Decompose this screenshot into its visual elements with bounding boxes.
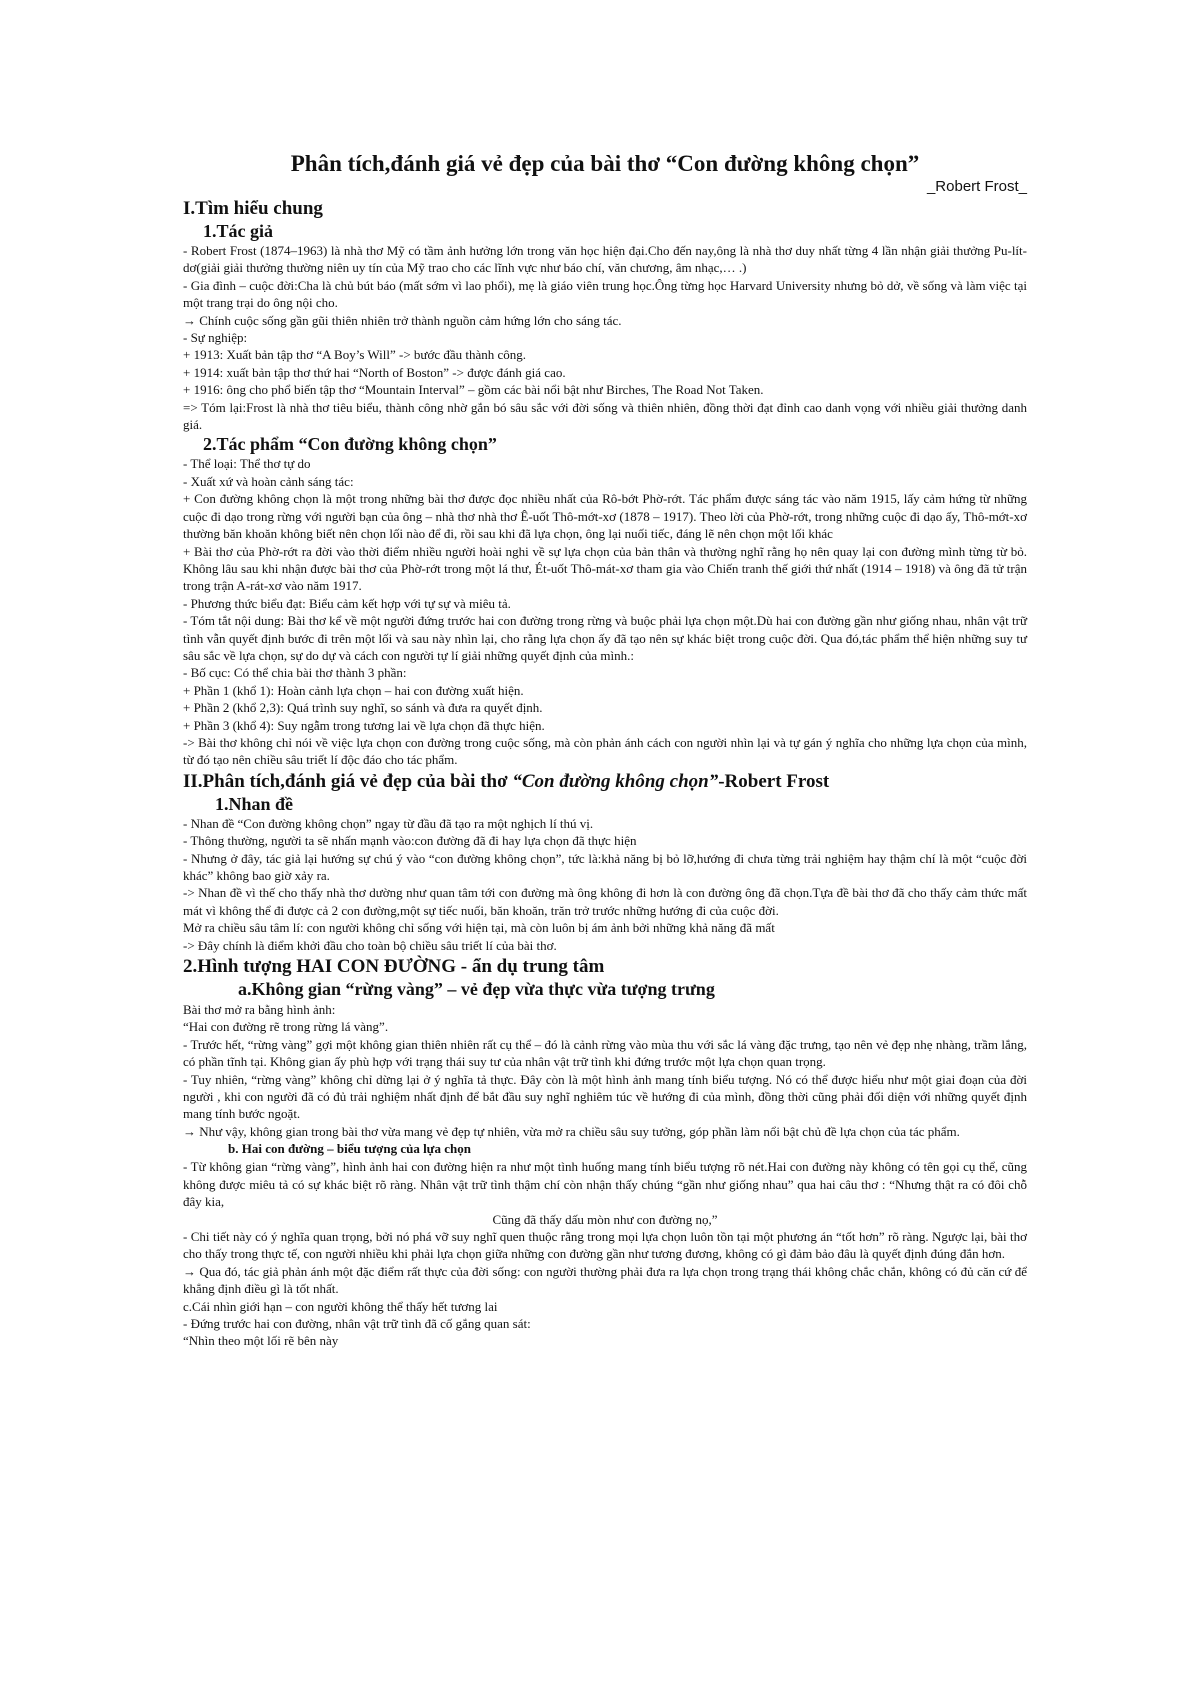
- section-2-heading-a: II.Phân tích,đánh giá vẻ đẹp của bài thơ: [183, 770, 513, 792]
- section-1-sub2-heading: 2.Tác phẩm “Con đường không chọn”: [203, 434, 497, 455]
- paragraph: Bài thơ mở ra bằng hình ảnh:: [183, 1002, 336, 1018]
- page-title: Phân tích,đánh giá vẻ đẹp của bài thơ “Con đường không chọn”: [290, 151, 920, 176]
- paragraph: -> Đây chính là điểm khởi đầu cho toàn bộ chiều sâu triết lí của bài thơ.: [183, 937, 557, 953]
- section-1-sub1-heading: 1.Tác giả: [203, 221, 273, 241]
- section-2-sub2c-heading: c.Cái nhìn giới hạn – con người không thể thấy hết tương lai: [183, 1298, 498, 1314]
- paragraph: - Sự nghiệp:: [183, 330, 248, 346]
- paragraph: - Đứng trước hai con đường, nhân vật trữ tình đã cố gắng quan sát:: [183, 1315, 531, 1331]
- section-2-sub1-heading: 1.Nhan đề: [215, 793, 294, 814]
- paragraph: - Thông thường, người ta sẽ nhấn mạnh vào:con đường đã đi hay lựa chọn đã thực hiện: [183, 833, 637, 849]
- paragraph: => Tóm lại:Frost là nhà thơ tiêu biểu, thành công nhờ gắn bó sâu sắc với đời sống và thiên nhiên, đồng thời đạt đỉnh cao danh vọng với nhiều giải thưởng danh giá.: [183, 399, 1027, 433]
- paragraph: + 1916: ông cho phổ biến tập thơ “Mountain Interval” – gồm các bài nổi bật như Birches, The Road Not Taken.: [183, 382, 764, 398]
- paragraph: - Tóm tắt nội dung: Bài thơ kể về một người đứng trước hai con đường trong rừng và buộc phải lựa chọn một.Dù hai con đường gần như giống nhau, nhân vật trữ tình vẫn quyết định bước đi trên một lối và sau này nhìn lại, cho rằng lựa chọn ấy đã tạo nên sự khác biệt trong cuộc đời. Qua đó,tác phẩm thể hiện những suy tư sâu sắc về lựa chọn, sự do dự và cách con người tự lí giải những quyết định của mình.:: [183, 613, 1027, 663]
- paragraph: - Nhan đề “Con đường không chọn” ngay từ đầu đã tạo ra một nghịch lí thú vị.: [183, 815, 594, 831]
- section-2-sub2b-body-2: [183, 1228, 1027, 1298]
- paragraph: - Bố cục: Có thể chia bài thơ thành 3 phần:: [183, 665, 407, 681]
- section-1-heading: I.Tìm hiểu chung: [183, 198, 323, 219]
- section-2-heading-b: “Con đường không chọn”: [512, 770, 719, 792]
- paragraph: - Chi tiết này có ý nghĩa quan trọng, bởi nó phá vỡ suy nghĩ quen thuộc rằng trong mọi lựa chọn luôn tồn tại một phương án “tốt hơn” rõ ràng. Ngược lại, bài thơ cho thấy trong thực tế, con người nhiều khi phải lựa chọn giữa những con đường gần như tương đương, không có gì đảm bảo đâu là quyết định đúng đắn hơn.: [183, 1228, 1027, 1262]
- paragraph: - Robert Frost (1874–1963) là nhà thơ Mỹ có tầm ảnh hưởng lớn trong văn học hiện đại.Cho đến nay,ông là nhà thơ duy nhất từng 4 lần nhận giải thưởng Pu-lít-dơ(giải giải thưởng thường niên uy tín của Mỹ trao cho các lĩnh vực như báo chí, văn chương, âm nhạc,… .): [183, 243, 1027, 276]
- paragraph: - Gia đình – cuộc đời:Cha là chủ bút báo (mất sớm vì lao phổi), mẹ là giáo viên trung học.Ông từng học Harvard University nhưng bỏ dở, về sống và làm việc tại một trang trại do ông nội cho.: [183, 277, 1027, 311]
- paragraph: - Phương thức biểu đạt: Biểu cảm kết hợp với tự sự và miêu tả.: [183, 595, 511, 611]
- paragraph: + Bài thơ của Phờ-rớt ra đời vào thời điểm nhiều người hoài nghi về sự lựa chọn của bản thân và thường nghĩ rằng họ nên quay lại con đường mình từng từ bỏ. Không lâu sau khi nhận được bài thơ của Phờ-rớt trong một lá thư, Ét-uốt Thô-mát-xơ tham gia vào Chiến tranh thế giới thứ nhất (1914 – 1918) và ông đã tử trận trong trận A-rát-xơ vào năm 1917.: [183, 543, 1027, 594]
- paragraph: Mở ra chiều sâu tâm lí: con người không chỉ sống với hiện tại, mà còn luôn bị ám ảnh bởi những khả năng đã mất: [183, 920, 775, 936]
- paragraph: -> Bài thơ không chỉ nói về việc lựa chọn con đường trong cuộc sống, mà còn phản ánh cách con người nhìn lại và tự gán ý nghĩa cho những lựa chọn của mình, từ đó tạo nên chiều sâu triết lí độc đáo cho tác phẩm.: [183, 734, 1027, 768]
- document-page: [183, 150, 1027, 1350]
- paragraph: - Trước hết, “rừng vàng” gợi một không gian thiên nhiên rất cụ thể – đó là cảnh rừng vào mùa thu với sắc lá vàng đặc trưng, tạo nên vẻ đẹp nhẹ nhàng, trầm lắng, có phần tĩnh tại. Không gian ấy phù hợp với trạng thái suy tư của nhân vật trữ tình khi đứng trước một lựa chọn quan trọng.: [183, 1036, 1027, 1070]
- section-2-sub2b-body: [183, 1158, 1027, 1210]
- paragraph: “Nhìn theo một lối rẽ bên này: [183, 1333, 339, 1349]
- paragraph: -> Nhan đề vì thế cho thấy nhà thơ dường như quan tâm tới con đường mà ông không đi hơn là con đường ông đã chọn.Tựa đề bài thơ đã cho thấy cảm thức mất mát vì không thể đi được cả 2 con đường,một sự tiếc nuối, băn khoăn, trăn trở trước những hướng đi của cuộc đời.: [183, 885, 1027, 918]
- section-2-sub1-body: [183, 815, 1027, 954]
- section-2-sub2a-heading: a.Không gian “rừng vàng” – vẻ đẹp vừa thực vừa tượng trưng: [238, 979, 715, 1000]
- paragraph: + Phần 3 (khổ 4): Suy ngẫm trong tương lai về lựa chọn đã thực hiện.: [183, 717, 545, 733]
- paragraph: - Nhưng ở đây, tác giả lại hướng sự chú ý vào “con đường không chọn”, tức là:khả năng bị bỏ lỡ,hướng đi chưa từng trải nghiệm hay thậm chí là một “cuộc đời khác” không bao giờ xảy ra.: [183, 850, 1027, 883]
- section-2-sub2a-body: [183, 1001, 1027, 1140]
- paragraph: + 1913: Xuất bản tập thơ “A Boy’s Will” -> bước đầu thành công.: [183, 347, 527, 363]
- section-2-sub2-heading-text: 2.Hình tượng HAI CON ĐƯỜNG - ẩn dụ trung tâm: [183, 956, 605, 978]
- paragraph: → Chính cuộc sống gần gũi thiên nhiên trở thành nguồn cảm hứng lớn cho sáng tác.: [183, 312, 622, 328]
- paragraph: → Như vậy, không gian trong bài thơ vừa mang vẻ đẹp tự nhiên, vừa mở ra chiều sâu suy tưởng, góp phần làm nổi bật chủ đề lựa chọn của tác phẩm.: [183, 1123, 960, 1139]
- section-2-sub2-heading: [183, 956, 1027, 978]
- paragraph: - Từ không gian “rừng vàng”, hình ảnh hai con đường hiện ra như một tình huống mang tính biểu tượng rõ nét.Hai con đường này không có tên gọi cụ thể, cũng không được miêu tả có sự khác biệt rõ ràng. Nhân vật trữ tình thậm chí còn nhận thấy chúng “gần như giống nhau” qua hai câu thơ : “Nhưng thật ra có đôi chỗ đây kia,: [183, 1159, 1027, 1210]
- paragraph: + Con đường không chọn là một trong những bài thơ được đọc nhiều nhất của Rô-bớt Phờ-rớt. Tác phẩm được sáng tác vào năm 1915, lấy cảm hứng từ những cuộc đi dạo trong rừng với người bạn của ông – nhà thơ nhà thơ Ê-uốt Thô-mớt-xơ (1878 – 1917). Theo lời của Phờ-rớt, trong những cuộc đi dạo ấy, Thô-mớt-xơ thường băn khoăn không biết nên chọn lối nào để đi, rồi sau khi đã lựa chọn, ông lại nuối tiếc, đáng lẽ nên chọn một lối khác: [183, 491, 1027, 542]
- paragraph: “Hai con đường rẽ trong rừng lá vàng”.: [183, 1019, 389, 1035]
- paragraph: - Thể loại: Thể thơ tự do: [183, 456, 311, 472]
- paragraph: → Qua đó, tác giả phản ánh một đặc điểm rất thực của đời sống: con người thường phải đưa ra lựa chọn trong trạng thái không chắc chắn, không có đủ căn cứ để khẳng định điều gì là tốt nhất.: [183, 1263, 1027, 1297]
- section-2-heading-c: -Robert Frost: [718, 770, 830, 792]
- section-2-heading: [183, 771, 1027, 793]
- poem-line-center: Cũng đã thấy dấu mòn như con đường nọ,”: [492, 1211, 718, 1227]
- section-1-sub2-body: [183, 455, 1027, 768]
- author-line: _Robert Frost_: [926, 178, 1027, 195]
- paragraph: - Tuy nhiên, “rừng vàng” không chỉ dừng lại ở ý nghĩa tả thực. Đây còn là một hình ảnh mang tính biểu tượng. Nó có thể được hiểu như một giai đoạn của đời người , khi con người đã có đủ trải nghiệm nhất định để bắt đầu suy nghĩ nghiêm túc về hướng đi của mình, đồng thời cũng phải đối diện với những quyết định mang tính bước ngoặt.: [183, 1071, 1027, 1122]
- paragraph: - Xuất xứ và hoàn cảnh sáng tác:: [183, 473, 354, 489]
- paragraph: + Phần 1 (khổ 1): Hoàn cảnh lựa chọn – hai con đường xuất hiện.: [183, 682, 524, 698]
- section-1-sub1-body: [183, 242, 1027, 433]
- section-2-sub2b-heading: b. Hai con đường – biểu tượng của lựa chọn: [228, 1141, 471, 1157]
- paragraph: + 1914: xuất bản tập thơ thứ hai “North of Boston” -> được đánh giá cao.: [183, 364, 566, 380]
- section-2-sub2c-body: [183, 1315, 1027, 1350]
- paragraph: + Phần 2 (khổ 2,3): Quá trình suy nghĩ, so sánh và đưa ra quyết định.: [183, 700, 543, 716]
